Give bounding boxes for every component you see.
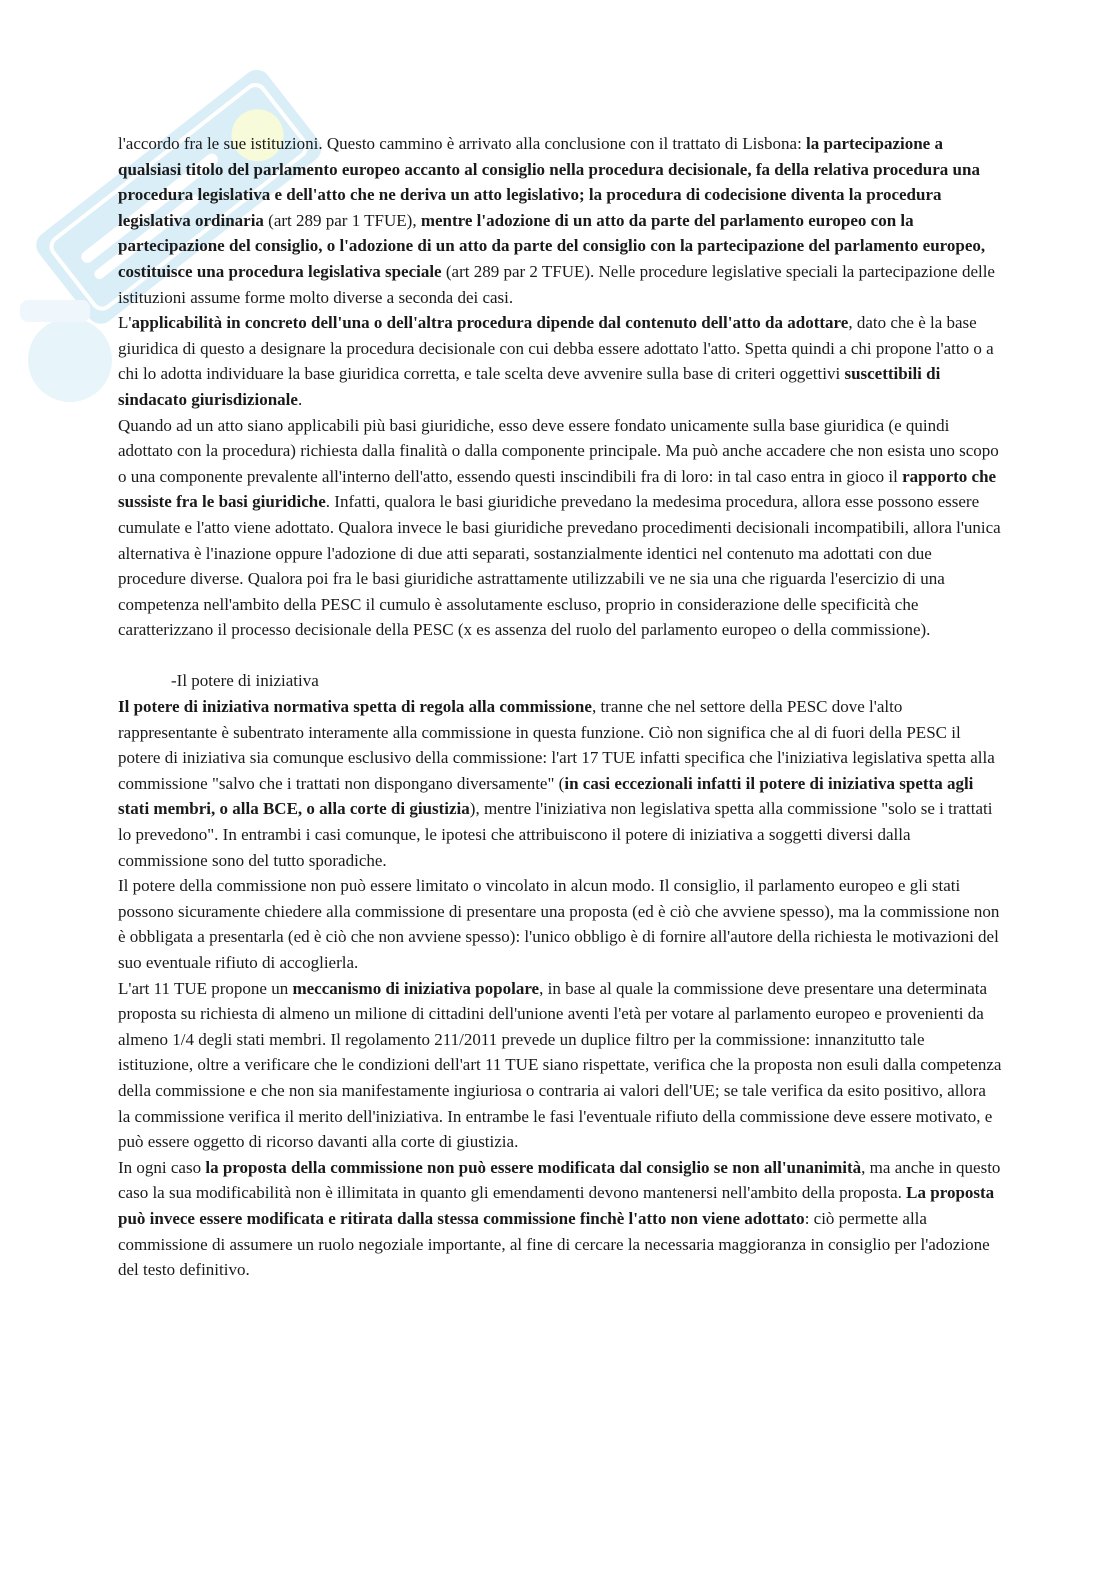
text-run: . bbox=[297, 389, 303, 409]
bold-text: meccanismo di iniziativa popolare bbox=[292, 978, 540, 998]
paragraph-group-initiative bbox=[118, 694, 1002, 1283]
text-run: , tranne che nel settore della PESC dove l'alto rappresentante è subentrato interamente alla commissione in questa funzione. Ciò non significa che al di fuori della PESC il potere di iniziativa sia comunque esclusivo della commissione: l'art 17 TUE infatti specifica che l'iniziativa legislativa spetta alla commissione "salvo che i trattati non dispongano diversamente" ( bbox=[118, 697, 995, 793]
paragraph-p6 bbox=[118, 976, 1002, 1155]
paragraph-p4 bbox=[118, 694, 1002, 873]
text-run: (art 289 par 2 TFUE). Nelle procedure legislative speciali la partecipazione delle istituzioni assume forme molto diverse a seconda dei casi. bbox=[118, 261, 995, 307]
text-run: l'accordo fra le sue istituzioni. Questo cammino è arrivato alla conclusione con il trattato di Lisbona: bbox=[118, 134, 807, 153]
paragraph-group-intro bbox=[118, 131, 1002, 643]
document-body bbox=[118, 131, 1002, 1283]
text-run: L'art 11 TUE propone un bbox=[118, 978, 293, 998]
paragraph-p5 bbox=[118, 873, 1002, 975]
bold-text: la proposta della commissione non può essere modificata dal consiglio se non all'unanimità bbox=[205, 1157, 862, 1177]
text-run: ), mentre l'iniziativa non legislativa spetta alla commissione "solo se i trattati lo prevedono". In entrambi i casi comunque, le ipotesi che attribuiscono il potere di iniziativa a soggetti diversi dalla commissione sono del tutto sporadiche. bbox=[118, 799, 993, 870]
bold-text: mentre l'adozione di un atto da parte del parlamento europeo con la partecipazione del consiglio, o l'adozione di un atto da parte del consiglio con la partecipazione del parlamento europeo, costituisce una procedura legislativa speciale bbox=[118, 210, 986, 281]
text-run: L' bbox=[118, 313, 132, 333]
text-run: , dato che è la base giuridica di questo a designare la procedura decisionale con cui debba essere adottato l'atto. Spetta quindi a chi propone l'atto o a chi lo adotta individuare la base giuridica corretta, e tale scelta deve avvenire sulla base di criteri oggettivi bbox=[118, 313, 994, 384]
bold-text: La proposta può invece essere modificata e ritirata dalla stessa commissione finchè l'atto non viene adottato bbox=[118, 1183, 995, 1228]
text-run: In ogni caso bbox=[118, 1157, 206, 1177]
bold-text: applicabilità in concreto dell'una o dell'altra procedura dipende dal contenuto dell'atto da adottare bbox=[131, 313, 849, 333]
section-heading: -Il potere di iniziativa bbox=[171, 671, 319, 691]
paragraph-p3 bbox=[118, 413, 1002, 643]
bold-text: in casi eccezionali infatti il potere di iniziativa spetta agli stati membri, o alla BCE, o alla corte di giustizia bbox=[118, 773, 974, 819]
paragraph-p7 bbox=[118, 1155, 1002, 1283]
bold-text: Il potere di iniziativa normativa spetta di regola alla commissione bbox=[118, 697, 592, 717]
text-run: Il potere della commissione non può essere limitato o vincolato in alcun modo. Il consiglio, il parlamento europeo e gli stati possono sicuramente chiedere alla commissione di presentare una proposta (ed è ciò che avviene spesso), ma la commissione non è obbligata a presentarla (ed è ciò che non avviene spesso): l'unico obbligo è di fornire all'autore della richiesta le motivazioni del suo eventuale rifiuto di accoglierla. bbox=[118, 876, 1000, 972]
paragraph-p1 bbox=[118, 131, 1002, 310]
bold-text: la partecipazione a qualsiasi titolo del parlamento europeo accanto al consiglio nella procedura decisionale, fa della relativa procedura una procedura legislativa e dell'atto che ne deriva un atto legislativo; la procedura di codecisione diventa la procedura legislativa ordinaria bbox=[118, 134, 980, 230]
text-run: , ma anche in questo caso la sua modificabilità non è illimitata in quanto gli emendamenti devono mantenersi nell'ambito della proposta. bbox=[118, 1157, 1001, 1203]
text-run: (art 289 par 1 TFUE), bbox=[263, 210, 421, 230]
text-run: Quando ad un atto siano applicabili più basi giuridiche, esso deve essere fondato unicamente sulla base giuridica (e quindi adottato con la procedura) richiesta dalla finalità o dalla componente principale. Ma può anche accadere che non esista uno scopo o una componente prevalente all'interno dell'atto, essendo questi inscindibili fra di loro: in tal caso entra in gioco il bbox=[118, 415, 999, 486]
text-run: : ciò permette alla commissione di assumere un ruolo negoziale importante, al fine di cercare la necessaria maggioranza in consiglio per l'adozione del testo definitivo. bbox=[118, 1208, 990, 1280]
paragraph-p2 bbox=[118, 310, 1002, 412]
text-run: . Infatti, qualora le basi giuridiche prevedano la medesima procedura, allora esse possono essere cumulate e l'atto viene adottato. Qualora invece le basi giuridiche prevedano procedimenti decisionali incompatibili, allora l'unica alternativa è l'inazione oppure l'adozione di due atti separati, sostanzialmente identici nel contenuto ma adottati con due procedure diverse. Qualora poi fra le basi giuridiche astrattamente utilizzabili ve ne sia una che riguarda l'esercizio di una competenza nell'ambito della PESC il cumulo è assolutamente escluso, proprio in considerazione delle specificità che caratterizzano il processo decisionale della PESC (x es assenza del ruolo del parlamento europeo o della commissione). bbox=[118, 492, 1001, 640]
text-run: , in base al quale la commissione deve presentare una determinata proposta su richiesta di almeno un milione di cittadini dell'unione aventi l'età per votare al parlamento europeo e provenienti da almeno 1/4 degli stati membri. Il regolamento 211/2011 prevede un duplice filtro per la commissione: innanzitutto tale istituzione, oltre a verificare che le condizioni dell'art 11 TUE siano rispettate, verifica che la proposta non esuli dalla competenza della commissione e che non sia manifestamente ingiuriosa o contraria ai valori dell'UE; se tale verifica da esito positivo, allora la commissione verifica il merito dell'iniziativa. In entrambe le fasi l'eventuale rifiuto della commissione deve essere motivato, e può essere oggetto di ricorso davanti alla corte di giustizia. bbox=[118, 978, 1002, 1152]
bold-text: rapporto che sussiste fra le basi giuridiche bbox=[118, 466, 997, 512]
bold-text: suscettibili di sindacato giurisdizionale bbox=[118, 364, 941, 409]
